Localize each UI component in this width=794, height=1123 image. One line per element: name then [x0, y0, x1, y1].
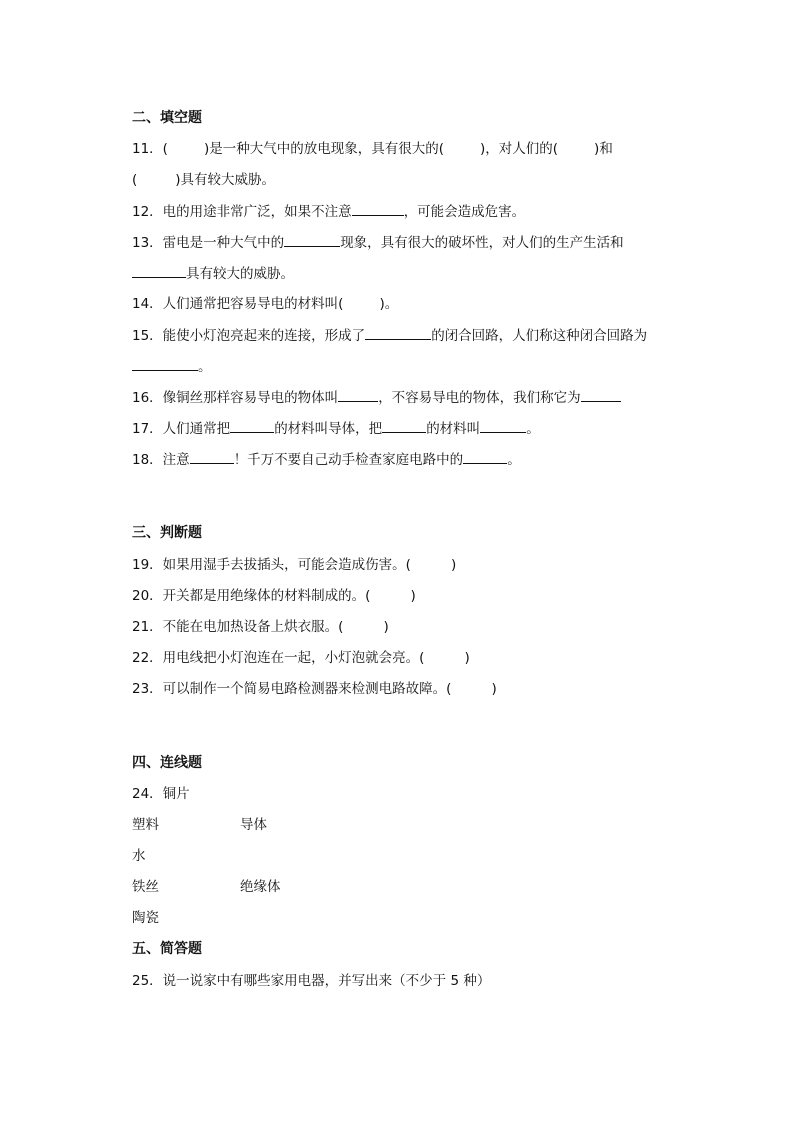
- question-11-cont: [132, 171, 275, 189]
- q11-text-a: 11．(: [132, 141, 168, 157]
- match-left-item[interactable]: 塑料: [132, 817, 159, 833]
- q11-text-b: )是一种大气中的放电现象，具有很大的(: [203, 141, 444, 157]
- question-18: [132, 450, 521, 469]
- question-13-cont: [132, 264, 294, 283]
- q20-text-a: 20．开关都是用绝缘体的材料制成的。(: [132, 588, 371, 604]
- section-title-fill: 二、填空题: [132, 110, 202, 126]
- match-left-item[interactable]: 陶瓷: [132, 910, 159, 926]
- q21-text-b: ): [383, 619, 389, 635]
- section-title-short: 五、简答题: [132, 941, 202, 957]
- q18-text-c: 。: [507, 452, 521, 468]
- answer-blank[interactable]: [352, 202, 404, 216]
- q14-text-a: 14．人们通常把容易导电的材料叫(: [132, 296, 344, 312]
- match-right-item[interactable]: 导体: [240, 817, 267, 833]
- match-left-item[interactable]: 水: [132, 848, 146, 864]
- q23-text-b: ): [491, 681, 497, 697]
- question-17: [132, 419, 540, 438]
- question-20: [132, 587, 416, 605]
- question-16: [132, 388, 621, 407]
- q11-text-f: )具有较大威胁。: [175, 172, 276, 188]
- q16-text-a: 16．像铜丝那样容易导电的物体叫: [132, 390, 339, 406]
- question-15-cont: [132, 357, 212, 376]
- question-21: [132, 618, 389, 636]
- q18-text-b: ！千万不要自己动手检查家庭电路中的: [233, 452, 464, 468]
- answer-blank[interactable]: [365, 326, 431, 340]
- answer-blank[interactable]: [132, 264, 186, 278]
- question-19: [132, 556, 456, 574]
- question-22: [132, 649, 470, 667]
- answer-blank[interactable]: [382, 419, 426, 433]
- q17-text-c: 的材料叫: [426, 421, 481, 437]
- q13-text-b: 现象，具有很大的破坏性，对人们的生产生活和: [340, 235, 624, 251]
- question-23: [132, 680, 497, 698]
- q18-text-a: 18．注意: [132, 452, 190, 468]
- q17-text-d: 。: [526, 421, 540, 437]
- q17-text-b: 的材料叫导体，把: [274, 421, 383, 437]
- q20-text-b: ): [410, 588, 416, 604]
- answer-blank[interactable]: [463, 450, 507, 464]
- answer-blank[interactable]: [132, 357, 198, 371]
- q11-text-e: (: [132, 172, 138, 188]
- q15-text-c: 。: [198, 359, 212, 375]
- question-12: [132, 202, 525, 221]
- q19-text-a: 19．如果用湿手去拔插头，可能会造成伤害。(: [132, 557, 411, 573]
- answer-blank[interactable]: [230, 419, 274, 433]
- match-left-item[interactable]: 铁丝: [132, 879, 159, 895]
- question-25: 25．说一说家中有哪些家用电器，并写出来（不少于 5 种）: [132, 973, 491, 989]
- question-13: [132, 233, 624, 252]
- q23-text-a: 23．可以制作一个简易电路检测器来检测电路故障。(: [132, 681, 452, 697]
- q14-text-b: )。: [379, 296, 399, 312]
- question-11: [132, 140, 613, 158]
- question-15: [132, 326, 647, 345]
- q22-text-b: ): [464, 650, 470, 666]
- answer-blank[interactable]: [284, 233, 340, 247]
- answer-blank[interactable]: [581, 388, 621, 402]
- q13-text-a: 13．雷电是一种大气中的: [132, 235, 285, 251]
- q12-text-b: ，可能会造成危害。: [403, 204, 526, 220]
- answer-blank[interactable]: [190, 450, 234, 464]
- answer-blank[interactable]: [338, 388, 378, 402]
- question-24: 24．铜片: [132, 786, 190, 802]
- question-14: [132, 295, 398, 313]
- q17-text-a: 17．人们通常把: [132, 421, 231, 437]
- q13-text-c: 具有较大的威胁。: [186, 266, 294, 282]
- q11-text-d: )和: [594, 141, 613, 157]
- q16-text-b: ，不容易导电的物体，我们称它为: [378, 390, 581, 406]
- q19-text-b: ): [450, 557, 457, 573]
- answer-blank[interactable]: [480, 419, 526, 433]
- q15-text-a: 15．能使小灯泡亮起来的连接，形成了: [132, 328, 366, 344]
- q22-text-a: 22．用电线把小灯泡连在一起，小灯泡就会亮。(: [132, 650, 425, 666]
- section-title-match: 四、连线题: [132, 755, 202, 771]
- q12-text-a: 12．电的用途非常广泛，如果不注意: [132, 204, 352, 220]
- q21-text-a: 21．不能在电加热设备上烘衣服。(: [132, 619, 344, 635]
- q11-text-c: )，对人们的(: [480, 141, 559, 157]
- section-title-judge: 三、判断题: [132, 525, 202, 541]
- match-right-item[interactable]: 绝缘体: [240, 879, 281, 895]
- q15-text-b: 的闭合回路，人们称这种闭合回路为: [431, 328, 648, 344]
